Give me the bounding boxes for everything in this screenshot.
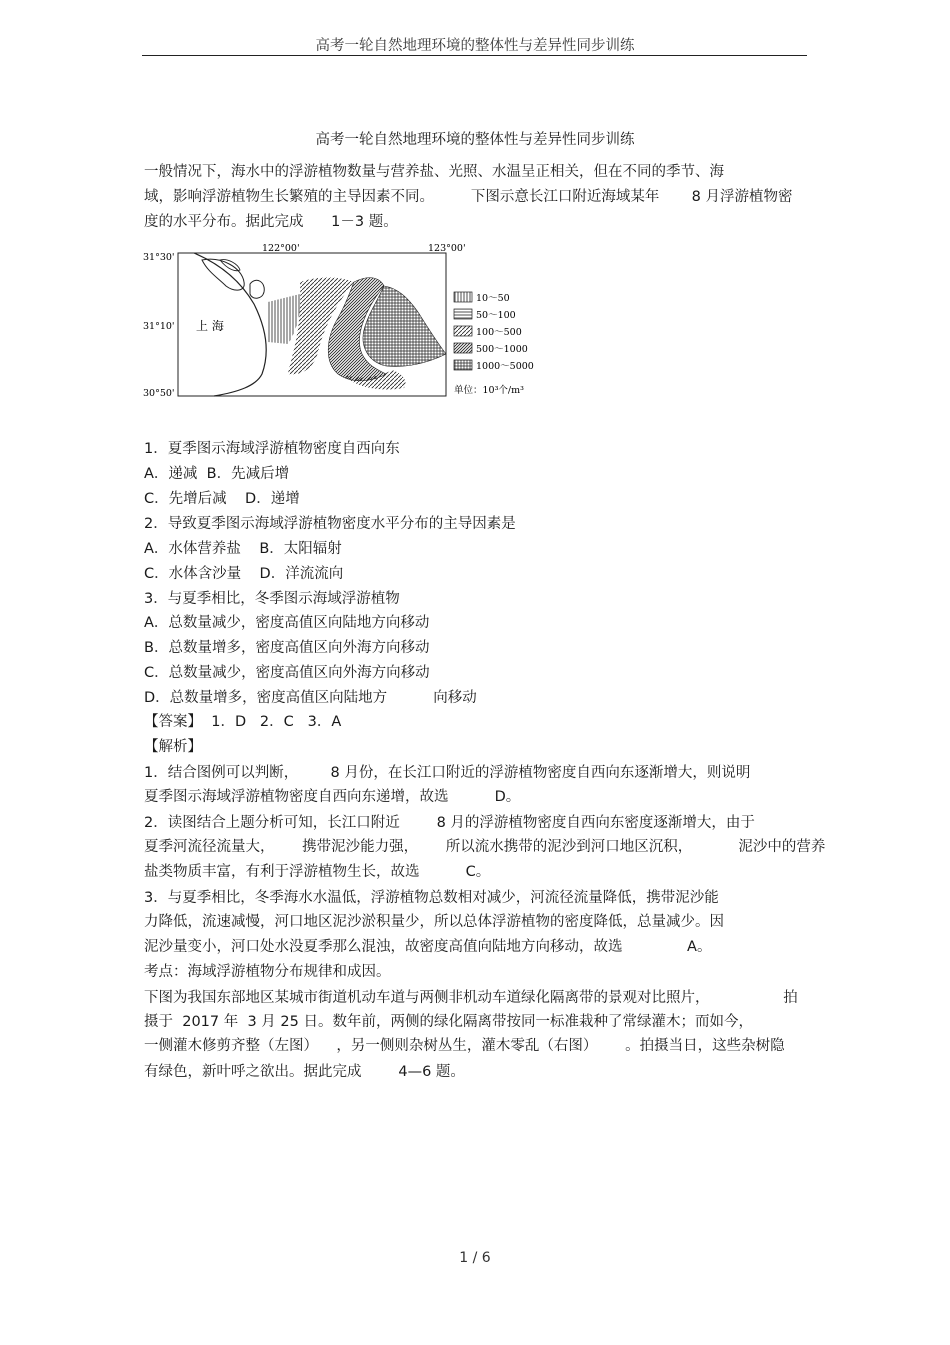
legend-swatch [454,360,472,370]
intro-line: 度的水平分布。据此完成 1－3 题。 [144,214,398,230]
question-line: B．总数量增多，密度高值区向外海方向移动 [144,640,430,656]
intro-line: 域，影响浮游植物生长繁殖的主导因素不同。 下图示意长江口附近海域某年 8 月浮游植物密 [144,189,793,205]
next-intro-line: 一侧灌木修剪齐整（左图） ，另一侧则杂树丛生，灌木零乱（右图） 。拍摄当日，这些杂树隐 [144,1038,785,1054]
lon-label: 123°00' [428,243,466,254]
place-label: 上 海 [196,319,224,333]
page-number: 1 / 6 [459,1250,491,1266]
analysis-line: 夏季图示海域浮游植物密度自西向东递增，故选 D。 [144,789,521,805]
next-intro-line: 摄于 2017 年 3 月 25 日。数年前，两侧的绿化隔离带按同一标准栽种了常绿灌木；而如今， [144,1014,753,1030]
question-line: C．先增后减 D．递增 [144,491,300,507]
lat-label: 31°10' [143,321,175,332]
analysis-line: 泥沙量变小，河口处水没夏季那么混浊，故密度高值向陆地方向移动，故选 A。 [144,939,712,955]
legend-swatch [454,343,472,353]
answer-line: 【答案】 1．D 2．C 3．A [144,714,342,730]
legend-label: 1000～5000 [476,361,534,372]
analysis-line: 3．与夏季相比，冬季海水水温低，浮游植物总数相对减少，河流径流量降低，携带泥沙能 [144,890,719,906]
island [250,280,264,298]
legend-label: 100～500 [476,327,522,338]
legend-label: 50～100 [476,310,516,321]
question-line: 2．导致夏季图示海域浮游植物密度水平分布的主导因素是 [144,516,516,532]
document-title: 高考一轮自然地理环境的整体性与差异性同步训练 [315,132,635,148]
legend-label: 500～1000 [476,344,528,355]
page-header: 高考一轮自然地理环境的整体性与差异性同步训练 [315,38,635,54]
analysis-line: 盐类物质丰富，有利于浮游植物生长，故选 C。 [144,864,491,880]
question-line: A．递减 B．先减后增 [144,466,290,482]
question-line: C．水体含沙量 D．洋流流向 [144,566,344,582]
header-rule [142,55,807,56]
question-line: A．总数量减少，密度高值区向陆地方向移动 [144,615,430,631]
plankton-density-map [142,242,538,400]
analysis-line: 2．读图结合上题分析可知，长江口附近 8 月的浮游植物密度自西向东密度逐渐增大，由于 [144,815,755,831]
analysis-line: 考点：海域浮游植物分布规律和成因。 [144,964,391,980]
lat-label: 31°30' [143,252,175,263]
analysis-line: 夏季河流径流量大， 携带泥沙能力强， 所以流水携带的泥沙到河口地区沉积， 泥沙中的营养 [144,839,826,855]
analysis-line: 力降低，流速减慢，河口地区泥沙淤积量少，所以总体浮游植物的密度降低，总量减少。因 [144,914,724,930]
legend-unit: 单位：10³个/m³ [454,385,524,396]
analysis-label: 【解析】 [144,739,202,755]
density-band-10-50 [268,294,300,344]
question-line: D．总数量增多，密度高值区向陆地方 向移动 [144,690,477,706]
question-line: C．总数量减少，密度高值区向外海方向移动 [144,665,430,681]
next-intro-line: 有绿色，新叶呼之欲出。据此完成 4—6 题。 [144,1064,465,1080]
next-intro-line: 下图为我国东部地区某城市街道机动车道与两侧非机动车道绿化隔离带的景观对比照片， 拍 [144,990,798,1006]
intro-line: 一般情况下，海水中的浮游植物数量与营养盐、光照、水温呈正相关，但在不同的季节、海 [144,164,724,180]
lat-label: 30°50' [143,388,175,399]
question-line: 3．与夏季相比，冬季图示海域浮游植物 [144,591,400,607]
question-line: A．水体营养盐 B．太阳辐射 [144,541,342,557]
legend-swatch [454,292,472,302]
lon-label: 122°00' [262,243,300,254]
legend-label: 10～50 [476,293,510,304]
analysis-line: 1．结合图例可以判断， 8 月份，在长江口附近的浮游植物密度自西向东逐渐增大，则说明 [144,765,751,781]
legend-swatch [454,326,472,336]
legend-swatch [454,309,472,319]
question-line: 1．夏季图示海域浮游植物密度自西向东 [144,441,400,457]
